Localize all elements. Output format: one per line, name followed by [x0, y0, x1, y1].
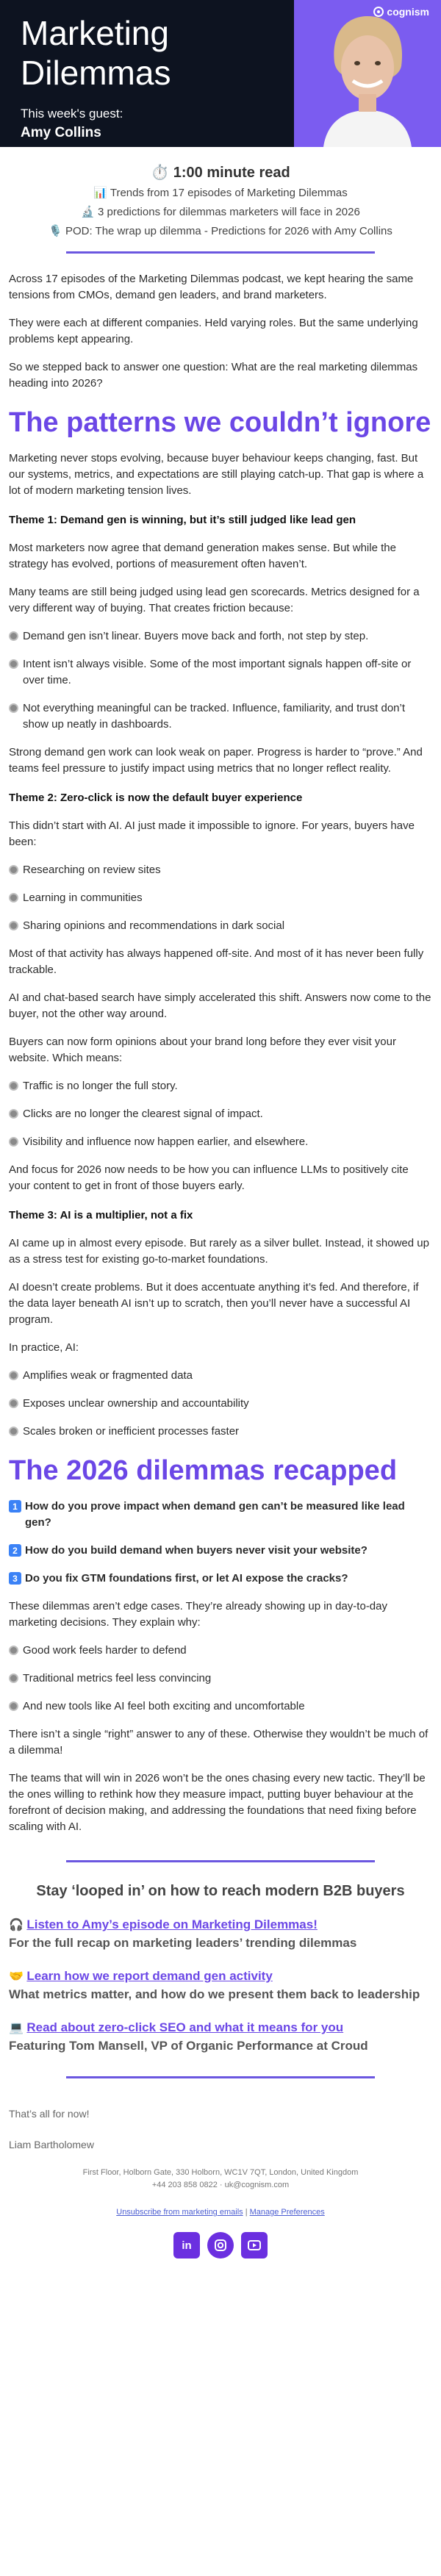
bullet-dot-icon: [9, 1427, 18, 1436]
footer: [0, 2167, 441, 2281]
read-time-text: 1:00 minute read: [173, 165, 290, 181]
theme-2-heading: Theme 2: Zero-click is now the default buyer experience: [9, 792, 303, 804]
resource-description: What metrics matter, and how do we present them back to leadership: [9, 1987, 420, 2001]
list-item: [9, 1396, 432, 1412]
list-item: [9, 700, 432, 733]
number-3-icon: 3: [9, 1572, 21, 1585]
resources-heading: Stay ‘looped in’ on how to reach modern B2B buyers: [36, 1883, 405, 1899]
list-item-text: Sharing opinions and recommendations in dark social: [23, 919, 285, 932]
bullet-dot-icon: [9, 1137, 18, 1147]
dilemma-question: [9, 1543, 432, 1559]
paragraph: There isn’t a single “right” answer to any of these. Otherwise they wouldn’t be much of a dilemma!: [9, 1728, 429, 1757]
number-2-icon: 2: [9, 1544, 21, 1557]
list-item-text: Exposes unclear ownership and accountability: [23, 1397, 249, 1410]
paragraph: AI came up in almost every episode. But rarely as a silver bullet. Instead, it showed up as a stress test for existing go-to-market foundations.: [9, 1237, 429, 1266]
youtube-icon[interactable]: [241, 2232, 268, 2259]
intro-line-trends: [0, 184, 441, 203]
footer-links: [0, 2206, 441, 2219]
unsubscribe-link[interactable]: Unsubscribe from marketing emails: [116, 2208, 243, 2217]
list-item: [9, 1643, 432, 1659]
laptop-icon: 💻: [9, 2022, 24, 2034]
section-heading-recap: The 2026 dilemmas recapped: [9, 1455, 398, 1486]
dilemma-question: [9, 1571, 432, 1587]
chart-icon: 📊: [93, 187, 107, 199]
headphones-icon: 🎧: [9, 1919, 24, 1931]
list-item-text: Traditional metrics feel less convincing: [23, 1672, 212, 1685]
signoff-line: That’s all for now!: [9, 2108, 90, 2120]
resource-link-episode[interactable]: Listen to Amy’s episode on Marketing Dilemmas!: [26, 1917, 318, 1931]
cognism-logo[interactable]: [373, 6, 429, 18]
resource-description: For the full recap on marketing leaders’ trending dilemmas: [9, 1936, 357, 1950]
list-item: [9, 890, 432, 906]
dilemma-question-text: How do you build demand when buyers never visit your website?: [25, 1544, 368, 1557]
dilemma-question: [9, 1499, 432, 1531]
footer-contact: +44 203 858 0822 · uk@cognism.com: [151, 2181, 290, 2189]
paragraph: Most of that activity has always happened off-site. And most of it has never been fully trackable.: [9, 947, 424, 976]
theme-3-heading: Theme 3: AI is a multiplier, not a fix: [9, 1209, 193, 1221]
list-item: [9, 1698, 432, 1715]
crystal-ball-icon: 🔬: [81, 206, 95, 218]
paragraph: Strong demand gen work can look weak on paper. Progress is harder to “prove.” And teams feel pressure to justify impact using metrics that no longer reflect reality.: [9, 746, 423, 775]
bullet-dot-icon: [9, 1109, 18, 1119]
cognism-logo-text: cognism: [387, 6, 429, 18]
list-item: [9, 656, 432, 689]
bullet-dot-icon: [9, 921, 18, 930]
bullet-dot-icon: [9, 1701, 18, 1711]
paragraph: So we stepped back to answer one question: What are the real marketing dilemmas heading into 2026?: [9, 361, 418, 390]
paragraph: AI and chat-based search have simply accelerated this shift. Answers now come to the buyer, not the other way around.: [9, 991, 431, 1020]
number-1-icon: 1: [9, 1500, 21, 1513]
bullet-dot-icon: [9, 1081, 18, 1091]
bullet-dot-icon: [9, 659, 18, 669]
signoff-name: Liam Bartholomew: [9, 2139, 94, 2150]
list-item-text: Traffic is no longer the full story.: [23, 1080, 178, 1092]
list-item-text: Scales broken or inefficient processes faster: [23, 1425, 240, 1438]
list-item-text: Researching on review sites: [23, 864, 161, 876]
list-item-text: Learning in communities: [23, 891, 143, 904]
list-item-text: And new tools like AI feel both exciting and uncomfortable: [23, 1700, 305, 1712]
handshake-icon: 🤝: [9, 1970, 24, 1983]
email-body: [0, 271, 441, 2150]
list-item: [9, 862, 432, 878]
list-item: [9, 1134, 432, 1150]
paragraph: And focus for 2026 now needs to be how you can influence LLMs to positively cite your content to get in front of those buyers early.: [9, 1163, 409, 1192]
read-time: [0, 163, 441, 184]
list-item-text: Good work feels harder to defend: [23, 1644, 187, 1657]
dilemma-question-text: How do you prove impact when demand gen can’t be measured like lead gen?: [25, 1500, 405, 1529]
resource-description: Featuring Tom Mansell, VP of Organic Performance at Croud: [9, 2039, 368, 2053]
list-item-text: Clicks are no longer the clearest signal of impact.: [23, 1108, 263, 1120]
hero-title: [21, 13, 171, 93]
instagram-glyph-icon: [214, 2239, 227, 2252]
list-item: [9, 1671, 432, 1687]
paragraph: Most marketers now agree that demand generation makes sense. But while the strategy has evolved, portions of measurement often haven’t.: [9, 542, 396, 570]
list-item-text: Not everything meaningful can be tracked. Influence, familiarity, and trust don’t show up neatly in dashboards.: [23, 702, 405, 731]
section-heading-patterns: The patterns we couldn’t ignore: [9, 407, 431, 438]
bullet-dot-icon: [9, 1646, 18, 1655]
paragraph: They were each at different companies. Held varying roles. But the same underlying problems kept appearing.: [9, 317, 418, 345]
social-links: [0, 2232, 441, 2259]
list-item-text: Intent isn’t always visible. Some of the most important signals happen off-site or over time.: [23, 658, 412, 686]
resource-link-demand-gen[interactable]: Learn how we report demand gen activity: [26, 1969, 273, 1983]
bullet-dot-icon: [9, 865, 18, 875]
list-item-text: Visibility and influence now happen earlier, and elsewhere.: [23, 1135, 309, 1148]
list-item: [9, 1368, 432, 1384]
divider: [66, 1860, 375, 1862]
bullet-dot-icon: [9, 893, 18, 903]
paragraph: These dilemmas aren’t edge cases. They’re already showing up in day-to-day marketing decisions. They explain why:: [9, 1600, 387, 1629]
hero-banner: [0, 0, 441, 147]
theme-1-heading: Theme 1: Demand gen is winning, but it’s still judged like lead gen: [9, 514, 356, 526]
paragraph: This didn’t start with AI. AI just made it impossible to ignore. For years, buyers have been:: [9, 819, 415, 848]
intro-line-text: POD: The wrap up dilemma - Predictions for 2026 with Amy Collins: [65, 225, 392, 237]
paragraph: Marketing never stops evolving, because buyer behaviour keeps changing, fast. But our systems, metrics, and expectations are still playing catch-up. That gap is where a lot of modern marketing tension lives.: [9, 452, 424, 497]
intro-line-text: Trends from 17 episodes of Marketing Dilemmas: [110, 187, 348, 199]
intro-line-text: 3 predictions for dilemmas marketers will face in 2026: [98, 206, 360, 218]
microphone-icon: 🎙️: [49, 225, 62, 237]
paragraph: Many teams are still being judged using lead gen scorecards. Metrics designed for a very different way of buying. That creates friction because:: [9, 586, 420, 614]
bullet-dot-icon: [9, 1673, 18, 1683]
list-item-text: Demand gen isn’t linear. Buyers move back and forth, not step by step.: [23, 630, 369, 642]
divider: [66, 2076, 375, 2078]
manage-preferences-link[interactable]: Manage Preferences: [249, 2208, 325, 2217]
linkedin-icon[interactable]: in: [173, 2232, 200, 2259]
paragraph: The teams that will win in 2026 won’t be the ones chasing every new tactic. They’ll be the ones willing to rethink how they measure impact, putting buyer behaviour at the forefront of decision making, and addressing the foundations that need fixing before scaling with AI.: [9, 1772, 426, 1833]
paragraph: Buyers can now form opinions about your brand long before they ever visit your website. Which means:: [9, 1036, 396, 1064]
divider: [66, 251, 375, 254]
list-item: [9, 918, 432, 934]
intro-summary: [0, 147, 441, 254]
list-item: [9, 628, 432, 645]
bullet-dot-icon: [9, 1399, 18, 1408]
footer-address: First Floor, Holborn Gate, 330 Holborn, WC1V 7QT, London, United Kingdom: [82, 2168, 359, 2177]
instagram-icon[interactable]: [207, 2232, 234, 2259]
dilemma-question-text: Do you fix GTM foundations first, or let AI expose the cracks?: [25, 1572, 348, 1585]
list-item-text: Amplifies weak or fragmented data: [23, 1369, 193, 1382]
intro-line-predictions: [0, 203, 441, 222]
paragraph: AI doesn’t create problems. But it does accentuate anything it’s fed. And therefore, if the data layer beneath AI isn’t up to scratch, then you’ll never have a successful AI program.: [9, 1281, 419, 1326]
list-item: [9, 1078, 432, 1094]
resource-link-zero-click-seo[interactable]: Read about zero-click SEO and what it means for you: [26, 2020, 344, 2034]
resource-item: [9, 1917, 432, 1951]
hero-guest-name: Amy Collins: [21, 125, 101, 140]
hero-subtitle: This week's guest:: [21, 107, 123, 121]
guest-portrait-image: [294, 0, 441, 147]
footer-separator: |: [245, 2208, 248, 2217]
resource-item: [9, 2020, 432, 2054]
youtube-glyph-icon: [248, 2240, 261, 2250]
paragraph: In practice, AI:: [9, 1341, 79, 1354]
hero-title-line2: Dilemmas: [21, 54, 171, 92]
stopwatch-icon: ⏱️: [151, 165, 170, 181]
hero-title-line1: Marketing: [21, 14, 169, 52]
bullet-dot-icon: [9, 703, 18, 713]
paragraph: Across 17 episodes of the Marketing Dilemmas podcast, we kept hearing the same tensions from CMOs, demand gen leaders, and brand marketers.: [9, 273, 414, 301]
cognism-logo-icon: [373, 7, 384, 17]
list-item: [9, 1424, 432, 1440]
resource-item: [9, 1969, 432, 2003]
intro-line-pod: [0, 222, 441, 241]
list-item: [9, 1106, 432, 1122]
bullet-dot-icon: [9, 1371, 18, 1380]
bullet-dot-icon: [9, 631, 18, 641]
